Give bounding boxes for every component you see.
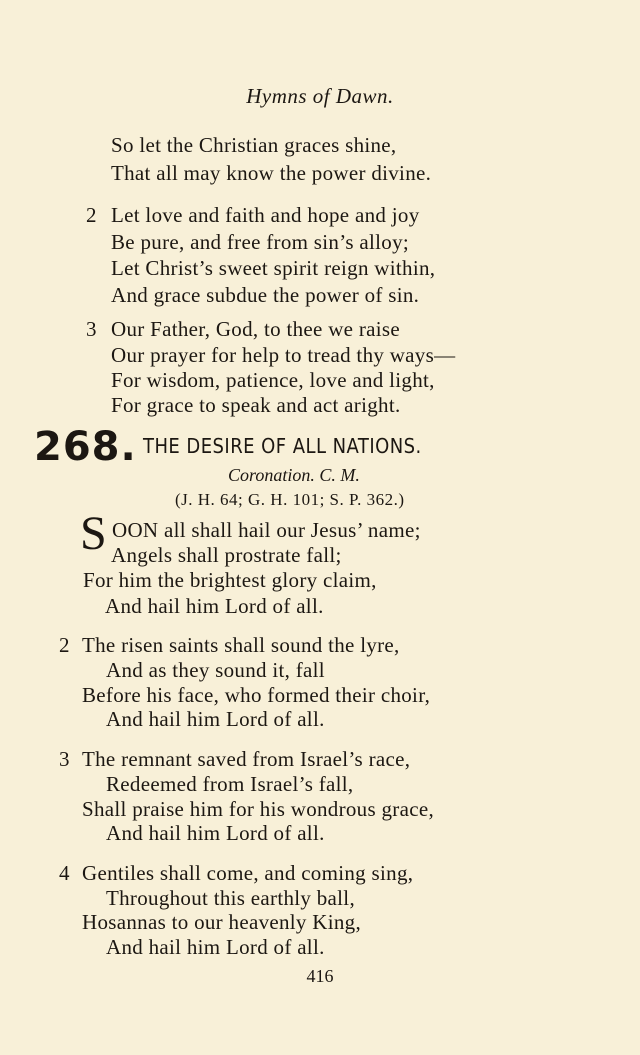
stanza-number: 2 <box>59 633 70 657</box>
verse-line: Our Father, God, to thee we raise <box>111 317 400 341</box>
verse-line: Throughout this earthly ball, <box>106 886 355 910</box>
verse-line: Before his face, who formed their choir, <box>82 683 431 707</box>
verse-line: And hail him Lord of all. <box>106 935 325 959</box>
running-head: Hymns of Dawn. <box>246 84 394 108</box>
hymn-references: (J. H. 64; G. H. 101; S. P. 362.) <box>175 490 405 509</box>
verse-line: The remnant saved from Israel’s race, <box>82 747 411 771</box>
verse-line: For grace to speak and act aright. <box>111 393 401 417</box>
hymn-title: THE DESIRE OF ALL NATIONS. <box>143 434 422 458</box>
verse-line: The risen saints shall sound the lyre, <box>82 633 400 657</box>
verse-line: Shall praise him for his wondrous grace, <box>82 797 435 821</box>
stanza-number: 2 <box>86 203 97 227</box>
verse-line: And as they sound it, fall <box>106 658 325 682</box>
verse-line: Gentiles shall come, and coming sing, <box>82 861 414 885</box>
verse-line: For him the brightest glory claim, <box>83 568 377 592</box>
page-number: 416 <box>306 966 334 986</box>
stanza-number: 3 <box>59 747 70 771</box>
verse-line: And hail him Lord of all. <box>106 821 325 845</box>
drop-cap: S <box>80 507 107 560</box>
verse-line: Be pure, and free from sin’s alloy; <box>111 230 409 254</box>
hymn-number: 268. <box>34 424 137 470</box>
stanza-number: 3 <box>86 317 97 341</box>
verse-line: Hosannas to our heavenly King, <box>82 910 362 934</box>
verse-line: For wisdom, patience, love and light, <box>111 368 435 392</box>
verse-line: And hail him Lord of all. <box>106 707 325 731</box>
verse-line: Angels shall prostrate fall; <box>111 543 342 567</box>
verse-line: Let love and faith and hope and joy <box>111 203 420 227</box>
stanza-number: 4 <box>59 861 70 885</box>
verse-line: And hail him Lord of all. <box>105 594 324 618</box>
verse-line: So let the Christian graces shine, <box>111 133 397 157</box>
verse-line: OON all shall hail our Jesus’ name; <box>112 518 421 542</box>
verse-line: Redeemed from Israel’s fall, <box>106 772 354 796</box>
verse-line: That all may know the power divine. <box>111 161 432 185</box>
verse-line: Let Christ’s sweet spirit reign within, <box>111 256 436 280</box>
verse-line: And grace subdue the power of sin. <box>111 283 420 307</box>
verse-line: Our prayer for help to tread thy ways— <box>111 343 456 367</box>
tune-name: Coronation. C. M. <box>228 465 360 485</box>
